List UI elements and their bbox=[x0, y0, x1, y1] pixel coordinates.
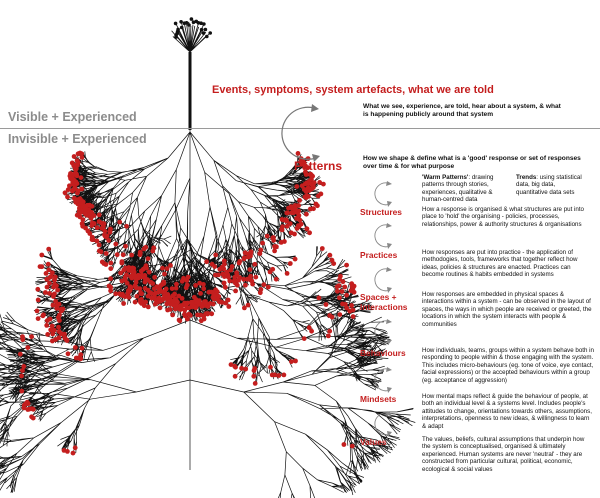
berry bbox=[51, 285, 56, 290]
berry bbox=[326, 334, 331, 339]
berry bbox=[223, 285, 228, 290]
berry bbox=[20, 368, 25, 373]
berry bbox=[87, 231, 92, 236]
berry bbox=[177, 307, 182, 312]
berry bbox=[304, 180, 309, 185]
berry bbox=[233, 289, 238, 294]
berry bbox=[314, 202, 319, 207]
berry bbox=[155, 300, 160, 305]
berry bbox=[108, 261, 113, 266]
berry bbox=[44, 323, 49, 328]
berry bbox=[45, 285, 50, 290]
berry bbox=[56, 335, 61, 340]
berry bbox=[131, 266, 136, 271]
berry bbox=[222, 259, 227, 264]
berry bbox=[349, 303, 354, 308]
berry bbox=[124, 224, 129, 229]
berry bbox=[292, 232, 297, 237]
berry bbox=[19, 374, 24, 379]
berry bbox=[80, 221, 85, 226]
berry bbox=[39, 253, 44, 258]
berry bbox=[165, 292, 170, 297]
berry bbox=[276, 373, 281, 378]
berry bbox=[97, 249, 102, 254]
zone-invisible-label: Invisible + Experienced bbox=[8, 132, 147, 146]
berry bbox=[123, 244, 128, 249]
berry bbox=[83, 211, 88, 216]
berry bbox=[131, 272, 136, 277]
berry bbox=[266, 285, 271, 290]
berry bbox=[133, 300, 138, 305]
berry bbox=[35, 309, 40, 314]
berry bbox=[262, 282, 267, 287]
stage-description: How mental maps reflect & guide the behaviour of people, at both an individual level & a systems level. Includes people's attitudes to change, orientations towards others, assumptions, interpretations, openness to new ideas, & willingness to learn & adapt bbox=[422, 393, 592, 430]
berry bbox=[126, 265, 131, 270]
berry bbox=[45, 318, 50, 323]
berry bbox=[302, 187, 307, 192]
stage-label: Practices bbox=[360, 250, 398, 260]
berry bbox=[55, 288, 60, 293]
berry bbox=[53, 275, 58, 280]
berry bbox=[46, 247, 51, 252]
berry bbox=[48, 275, 53, 280]
berry bbox=[243, 250, 248, 255]
berry bbox=[243, 367, 248, 372]
berry bbox=[129, 253, 134, 258]
cycle-arrow-icon bbox=[368, 180, 398, 208]
berry bbox=[285, 271, 290, 276]
berry bbox=[350, 444, 355, 449]
berry bbox=[281, 218, 286, 223]
berry bbox=[234, 270, 239, 275]
berry bbox=[172, 299, 177, 304]
berry bbox=[146, 256, 151, 261]
berry bbox=[39, 264, 44, 269]
berry bbox=[233, 374, 238, 379]
berry bbox=[29, 414, 34, 419]
berry bbox=[337, 312, 342, 317]
berry bbox=[279, 227, 284, 232]
berry bbox=[70, 189, 75, 194]
berry bbox=[307, 230, 312, 235]
cycle-arrow-icon bbox=[272, 100, 332, 166]
berry bbox=[119, 261, 124, 266]
stage-label: Spaces + Interactions bbox=[360, 292, 408, 312]
berry bbox=[285, 224, 290, 229]
stage-description: The values, beliefs, cultural assumptions that underpin how the system is conceptualised, organised & ultimately experienced. Human systems are never 'neutral' - they are constructed from particular cultural, political, economic, ecological & social values bbox=[422, 436, 585, 473]
berry bbox=[63, 190, 68, 195]
berry bbox=[137, 286, 142, 291]
berry bbox=[350, 284, 355, 289]
berry bbox=[242, 256, 247, 261]
berry bbox=[344, 293, 349, 298]
berry bbox=[328, 253, 333, 258]
berry bbox=[72, 178, 77, 183]
berry bbox=[213, 287, 218, 292]
stage-label: Structures bbox=[360, 207, 402, 217]
berry bbox=[324, 302, 329, 307]
berry bbox=[45, 332, 50, 337]
berry bbox=[259, 287, 264, 292]
berry bbox=[216, 294, 221, 299]
cycle-arrow-icon bbox=[368, 266, 398, 294]
berry bbox=[274, 244, 279, 249]
berry bbox=[201, 282, 206, 287]
berry bbox=[170, 313, 175, 318]
berry bbox=[173, 307, 178, 312]
berry bbox=[108, 266, 113, 271]
berry bbox=[294, 184, 299, 189]
berry bbox=[317, 296, 322, 301]
berry bbox=[185, 283, 190, 288]
tree-crown bbox=[172, 17, 212, 52]
berry bbox=[123, 278, 128, 283]
berry bbox=[288, 261, 293, 266]
berry bbox=[121, 268, 126, 273]
berry bbox=[61, 332, 66, 337]
berry bbox=[320, 246, 325, 251]
berry bbox=[97, 243, 102, 248]
berry bbox=[44, 271, 49, 276]
berry bbox=[226, 298, 231, 303]
berry bbox=[279, 240, 284, 245]
berry bbox=[27, 407, 32, 412]
berry bbox=[76, 151, 81, 156]
berry bbox=[304, 226, 309, 231]
berry bbox=[95, 225, 100, 230]
berry bbox=[341, 279, 346, 284]
berry bbox=[60, 308, 65, 313]
berry bbox=[253, 381, 258, 386]
berry bbox=[292, 207, 297, 212]
berry bbox=[43, 290, 48, 295]
berry bbox=[342, 285, 347, 290]
berry bbox=[204, 259, 209, 264]
warm-patterns-note: 'Warm Patterns': drawing patterns through stories, experiences, qualitative & human-centred data bbox=[422, 174, 494, 204]
berry bbox=[121, 301, 126, 306]
berry bbox=[62, 448, 67, 453]
events-title: Events, symptoms, system artefacts, what we are told bbox=[212, 84, 494, 96]
berry bbox=[56, 325, 61, 330]
berry bbox=[352, 290, 357, 295]
berry bbox=[64, 337, 69, 342]
berry bbox=[66, 351, 71, 356]
berry bbox=[141, 267, 146, 272]
berry bbox=[351, 314, 356, 319]
berry bbox=[108, 276, 113, 281]
berry bbox=[108, 285, 113, 290]
berry bbox=[196, 300, 201, 305]
berry bbox=[232, 275, 237, 280]
berry bbox=[282, 373, 287, 378]
berry bbox=[337, 295, 342, 300]
berry bbox=[193, 283, 198, 288]
berry bbox=[170, 286, 175, 291]
berry bbox=[47, 291, 52, 296]
berry bbox=[257, 251, 262, 256]
zone-visible-label: Visible + Experienced bbox=[8, 110, 137, 124]
berry bbox=[316, 194, 321, 199]
patterns-label: Patterns bbox=[294, 159, 343, 173]
berry bbox=[265, 234, 270, 239]
berry bbox=[73, 163, 78, 168]
berry bbox=[289, 359, 294, 364]
berry bbox=[150, 296, 155, 301]
berry bbox=[233, 281, 238, 286]
berry bbox=[68, 171, 73, 176]
berry bbox=[145, 277, 150, 282]
berry bbox=[150, 249, 155, 254]
patterns-description: How we shape & define what is a 'good' response or set of responses over time & for what purpose bbox=[363, 155, 581, 170]
berry bbox=[226, 304, 231, 309]
berry bbox=[19, 389, 24, 394]
berry bbox=[237, 275, 242, 280]
berry bbox=[340, 289, 345, 294]
berry bbox=[36, 316, 41, 321]
berry bbox=[147, 270, 152, 275]
berry bbox=[217, 299, 222, 304]
berry bbox=[21, 364, 26, 369]
berry bbox=[129, 286, 134, 291]
berry bbox=[184, 278, 189, 283]
berry bbox=[166, 301, 171, 306]
berry bbox=[48, 328, 53, 333]
berry bbox=[41, 313, 46, 318]
berry bbox=[36, 298, 41, 303]
berry bbox=[206, 290, 211, 295]
berry bbox=[252, 262, 257, 267]
berry bbox=[101, 224, 106, 229]
berry bbox=[177, 318, 182, 323]
berry bbox=[347, 309, 352, 314]
berry bbox=[203, 299, 208, 304]
berry bbox=[180, 279, 185, 284]
berry bbox=[158, 305, 163, 310]
berry bbox=[80, 155, 85, 160]
berry bbox=[246, 303, 251, 308]
berry bbox=[272, 249, 277, 254]
berry bbox=[20, 337, 25, 342]
berry bbox=[321, 182, 326, 187]
berry bbox=[337, 283, 342, 288]
berry bbox=[297, 198, 302, 203]
berry bbox=[87, 203, 92, 208]
berry bbox=[274, 277, 279, 282]
berry bbox=[95, 239, 100, 244]
trends-note: Trends: using statistical data, big data, quantitative data sets bbox=[516, 174, 582, 196]
berry bbox=[286, 206, 291, 211]
stage-description: How a response is organised & what structures are put into place to 'hold' the organising - policies, processes, relationships, power & authority structures & organisations bbox=[422, 206, 584, 228]
berry bbox=[327, 329, 332, 334]
berry bbox=[57, 318, 62, 323]
berry bbox=[304, 212, 309, 217]
berry bbox=[247, 277, 252, 282]
berry bbox=[165, 266, 170, 271]
berry bbox=[160, 298, 165, 303]
berry bbox=[142, 303, 147, 308]
berry bbox=[143, 245, 148, 250]
berry bbox=[113, 242, 118, 247]
berry bbox=[18, 352, 23, 357]
berry bbox=[97, 213, 102, 218]
berry bbox=[293, 257, 298, 262]
berry bbox=[138, 252, 143, 257]
berry bbox=[237, 261, 242, 266]
berry bbox=[307, 325, 312, 330]
berry bbox=[97, 219, 102, 224]
berry bbox=[90, 221, 95, 226]
stage-description: How individuals, teams, groups within a system behave both in responding to people within & those engaging with the system. This includes micro-behaviours (eg. tone of voice, eye contact, facial expressions) or the accepted behaviours within a group (eg. acceptance of aggression) bbox=[422, 347, 594, 384]
berry bbox=[80, 346, 85, 351]
berry bbox=[195, 313, 200, 318]
berry bbox=[136, 276, 141, 281]
berry bbox=[221, 266, 226, 271]
berry bbox=[79, 175, 84, 180]
berry bbox=[296, 223, 301, 228]
berry bbox=[310, 174, 315, 179]
berry bbox=[115, 252, 120, 257]
berry bbox=[176, 294, 181, 299]
berry bbox=[162, 272, 167, 277]
berry bbox=[271, 238, 276, 243]
berry bbox=[335, 289, 340, 294]
berry bbox=[139, 300, 144, 305]
berry bbox=[55, 303, 60, 308]
berry bbox=[298, 218, 303, 223]
berry bbox=[284, 211, 289, 216]
berry bbox=[211, 302, 216, 307]
berry bbox=[253, 275, 258, 280]
berry bbox=[161, 280, 166, 285]
berry bbox=[243, 283, 248, 288]
berry bbox=[121, 294, 126, 299]
berry bbox=[76, 189, 81, 194]
berry bbox=[268, 270, 273, 275]
berry bbox=[248, 267, 253, 272]
berry bbox=[303, 195, 308, 200]
berry bbox=[25, 400, 30, 405]
berry bbox=[71, 451, 76, 456]
cycle-arrow-icon bbox=[368, 318, 398, 346]
berry bbox=[192, 295, 197, 300]
berry bbox=[293, 359, 298, 364]
berry bbox=[189, 300, 194, 305]
berry bbox=[268, 365, 273, 370]
berry bbox=[74, 173, 79, 178]
berry bbox=[79, 198, 84, 203]
berry bbox=[106, 238, 111, 243]
berry bbox=[73, 445, 78, 450]
berry bbox=[198, 291, 203, 296]
stage-label: Values bbox=[360, 437, 387, 447]
berry bbox=[117, 220, 122, 225]
berry bbox=[216, 273, 221, 278]
berry bbox=[153, 291, 158, 296]
stage-label: Mindsets bbox=[360, 394, 397, 404]
berry bbox=[239, 366, 244, 371]
berry bbox=[201, 286, 206, 291]
berry bbox=[57, 329, 62, 334]
berry bbox=[260, 241, 265, 246]
berry bbox=[165, 308, 170, 313]
berry bbox=[135, 294, 140, 299]
cycle-arrow-icon bbox=[368, 366, 398, 394]
berry bbox=[139, 291, 144, 296]
berry bbox=[67, 183, 72, 188]
berry bbox=[222, 281, 227, 286]
cycle-arrow-icon bbox=[368, 410, 398, 438]
berry bbox=[311, 206, 316, 211]
berry bbox=[172, 292, 177, 297]
berry bbox=[252, 366, 257, 371]
berry bbox=[78, 352, 83, 357]
berry bbox=[270, 373, 275, 378]
berry bbox=[72, 154, 77, 159]
berry bbox=[100, 260, 105, 265]
berry bbox=[229, 362, 234, 367]
berry bbox=[191, 304, 196, 309]
events-description: What we see, experience, are told, hear about a system, & what is happening publicly around that system bbox=[363, 103, 561, 118]
berry bbox=[73, 345, 78, 350]
cycle-arrow-icon bbox=[368, 222, 398, 250]
berry bbox=[302, 336, 307, 341]
berry bbox=[251, 374, 256, 379]
berry bbox=[174, 282, 179, 287]
berry bbox=[65, 195, 70, 200]
berry bbox=[29, 334, 34, 339]
berry bbox=[213, 253, 218, 258]
berry bbox=[157, 287, 162, 292]
berry bbox=[182, 312, 187, 317]
berry bbox=[182, 308, 187, 313]
berry bbox=[104, 251, 109, 256]
berry bbox=[212, 292, 217, 297]
berry bbox=[121, 252, 126, 257]
berry bbox=[90, 237, 95, 242]
berry bbox=[147, 290, 152, 295]
berry bbox=[342, 442, 347, 447]
berry bbox=[152, 275, 157, 280]
berry bbox=[311, 184, 316, 189]
berry bbox=[297, 213, 302, 218]
stage-description: How responses are put into practice - the application of methodogies, tools, frameworks that together reflect how ideas, policies & structures are enacted. Practices can become routines & habits embedded in systems bbox=[422, 249, 578, 279]
berry bbox=[77, 209, 82, 214]
berry bbox=[206, 311, 211, 316]
berry bbox=[51, 294, 56, 299]
berry bbox=[160, 266, 165, 271]
berry bbox=[212, 264, 217, 269]
berry bbox=[25, 345, 30, 350]
berry bbox=[35, 287, 40, 292]
berry bbox=[330, 315, 335, 320]
berry bbox=[230, 264, 235, 269]
stage-label: Behaviours bbox=[360, 348, 406, 358]
berry bbox=[51, 303, 56, 308]
berry bbox=[246, 255, 251, 260]
berry bbox=[331, 261, 336, 266]
berry bbox=[344, 263, 349, 268]
berry bbox=[46, 262, 51, 267]
berry bbox=[187, 312, 192, 317]
stage-description: How responses are embedded in physical spaces & interactions within a system - can be observed in the layout of spaces, the ways in which people are received or greeted, the locations in which the system interacts with people & communities bbox=[422, 291, 592, 328]
